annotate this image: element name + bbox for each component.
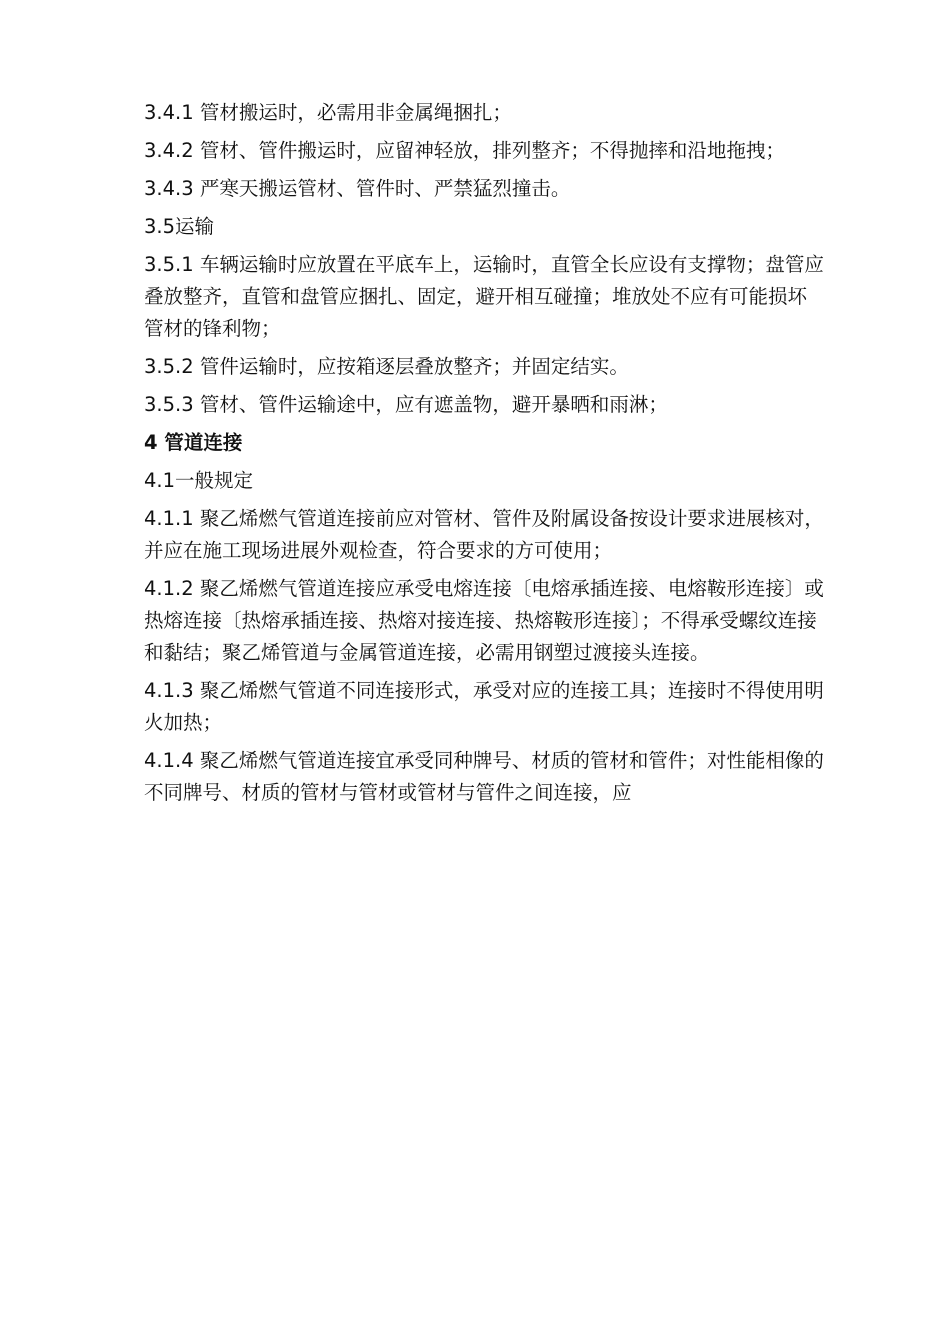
section-3-5-title: 3.5运输 — [144, 215, 215, 238]
paragraph-3-5-2: 3.5.2 管件运输时，应按箱逐层叠放整齐；并固定结实。 — [144, 355, 629, 378]
paragraph-3-4-2: 3.4.2 管材、管件搬运时，应留神轻放，排列整齐；不得抛摔和沿地拖拽； — [144, 139, 785, 162]
paragraph-3-5-1: 3.5.1 车辆运输时应放置在平底车上，运输时，直管全长应设有支撑物；盘管应叠放整齐，直管和盘管应捆扎、固定，避开相互碰撞；堆放处不应有可能损坏管材的锋利物； — [144, 253, 824, 340]
document-body — [144, 97, 824, 815]
section-4-heading: 4 管道连接 — [144, 431, 243, 454]
paragraph-4-1-1: 4.1.1 聚乙烯燃气管道连接前应对管材、管件及附属设备按设计要求进展核对，并应在施工现场进展外观检查，符合要求的方可使用； — [144, 507, 824, 562]
paragraph-3-4-3: 3.4.3 严寒天搬运管材、管件时、严禁猛烈撞击。 — [144, 177, 571, 200]
paragraph-4-1-3: 4.1.3 聚乙烯燃气管道不同连接形式，承受对应的连接工具；连接时不得使用明火加热； — [144, 679, 824, 734]
paragraph-4-1-4: 4.1.4 聚乙烯燃气管道连接宜承受同种牌号、材质的管材和管件；对性能相像的不同牌号、材质的管材与管材或管材与管件之间连接，应 — [144, 749, 824, 804]
paragraph-4-1-2: 4.1.2 聚乙烯燃气管道连接应承受电熔连接〔电熔承插连接、电熔鞍形连接〕或热熔连接〔热熔承插连接、热熔对接连接、热熔鞍形连接〕；不得承受螺纹连接和黏结；聚乙烯管道与金属管道连接，必需用钢塑过渡接头连接。 — [144, 577, 824, 664]
section-4-1-title: 4.1一般规定 — [144, 469, 254, 492]
paragraph-3-5-3: 3.5.3 管材、管件运输途中，应有遮盖物，避开暴晒和雨淋； — [144, 393, 668, 416]
paragraph-3-4-1: 3.4.1 管材搬运时，必需用非金属绳捆扎； — [144, 101, 512, 124]
